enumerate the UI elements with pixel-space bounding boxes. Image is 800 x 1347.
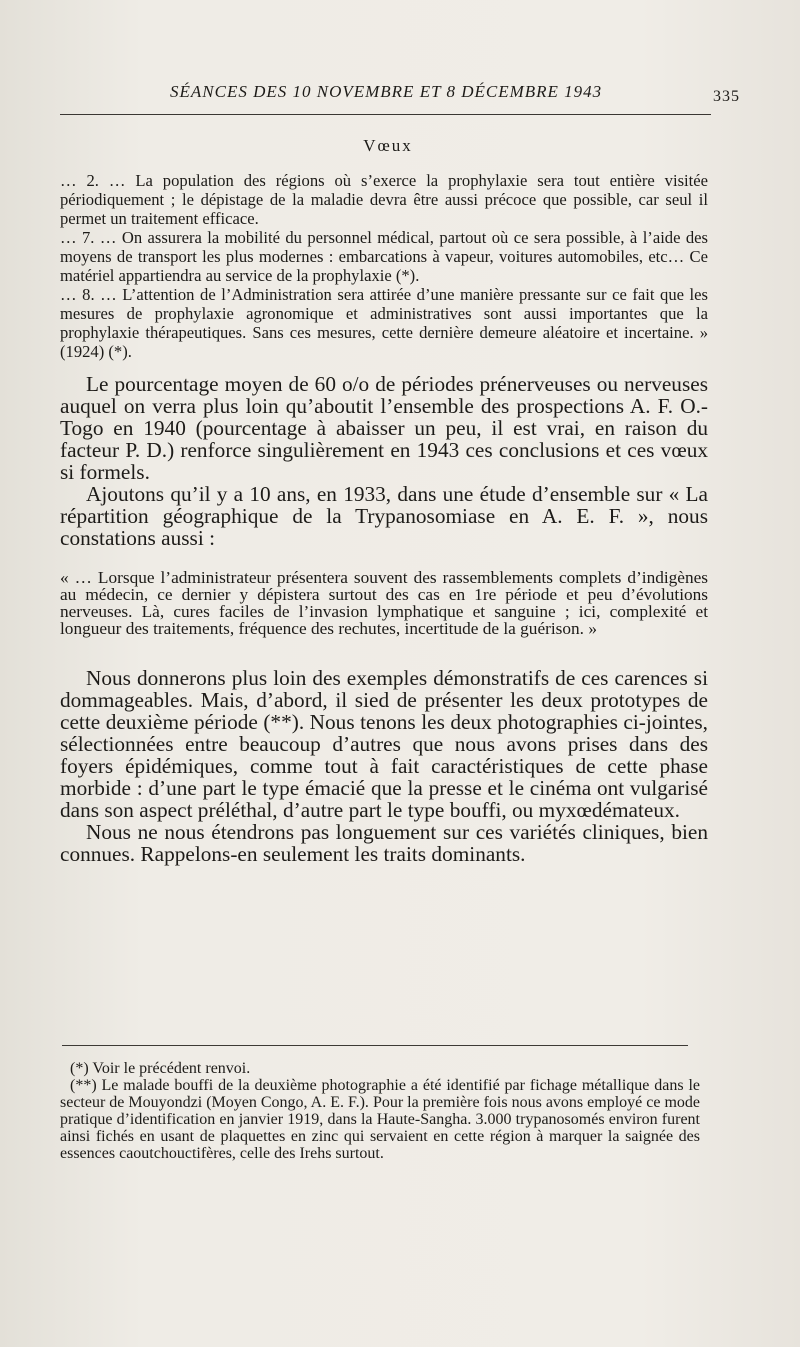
quote-item-8: … 8. … L’attention de l’Administration sera attirée d’une manière pressante sur ce fait que les mesures de prophylaxie agronomique et administratives sont aussi importantes que la prophylaxie thérapeutiques. Sans ces mesures, cette dernière demeure aléatoire et incertaine. » (1924) (*). — [60, 285, 708, 361]
block-quote-text: « … Lorsque l’administrateur présentera souvent des rassemblements complets d’indigènes au médecin, ce dernier y dépistera surtout des cas en 1re période et peu d’évolutions nerveuses. Là, cures faciles de l’invasion lymphatique et sanguine ; ici, complexité et longueur des traitements, fréquence des rechutes, incertitude de la guérison. » — [60, 568, 708, 638]
footnote-2: (**) Le malade bouffi de la deuxième photographie a été identifié par fichage métallique dans le secteur de Mouyondzi (Moyen Congo, A. E. F.). Pour la première fois nous avons employé ce mode pratique d’identification en janvier 1919, dans la Haute-Sangha. 3.000 trypanosomés environ furent ainsi fichés en usant de plaquettes en zinc qui servaient en cette région à marquer la saignée des essences caoutchouctifères, celle des Irehs surtout. — [60, 1077, 700, 1162]
running-head: SÉANCES DES 10 NOVEMBRE ET 8 DÉCEMBRE 1943 — [170, 82, 603, 101]
section-title: Vœux — [363, 136, 413, 155]
body-text — [60, 373, 708, 549]
quote-item-7: … 7. … On assurera la mobilité du personnel médical, partout où ce sera possible, à l’aide des moyens de transport les plus modernes : embarcations à vapeur, voitures automobiles, etc… Ce matériel appartiendra au service de la prophylaxie (*). — [60, 228, 708, 285]
footnote-1: (*) Voir le précédent renvoi. — [70, 1060, 251, 1077]
voeux-quotes — [60, 171, 708, 361]
paragraph-varietes: Nous ne nous étendrons pas longuement sur ces variétés cliniques, bien connues. Rappelons-en seulement les traits dominants. — [60, 820, 708, 866]
header-rule — [60, 114, 711, 115]
quote-item-2: … 2. … La population des régions où s’exerce la prophylaxie sera tout entière visitée périodiquement ; le dépistage de la maladie devra être aussi précoce que possible, car seul il permet un traitement efficace. — [60, 171, 708, 228]
paragraph-ajoutons: Ajoutons qu’il y a 10 ans, en 1933, dans une étude d’ensemble sur « La répartition géographique de la Trypanosomiase en A. E. F. », nous constations aussi : — [60, 482, 708, 550]
block-quote — [60, 569, 708, 637]
paragraph-percentage: Le pourcentage moyen de 60 o/o de périodes prénerveuses ou nerveuses auquel on verra plus loin qu’aboutit l’ensemble des prospections A. F. O.-Togo en 1940 (pourcentage à abaisser un peu, il est vrai, en raison du facteur P. D.) renforce singulièrement en 1943 ces conclusions et ces vœux si formels. — [60, 372, 708, 484]
main-content — [60, 136, 708, 865]
paragraph-exemples: Nous donnerons plus loin des exemples démonstratifs de ces carences si dommageables. Mais, d’abord, il sied de présenter les deux prototypes de cette deuxième période (**). Nous tenons les deux photographies ci-jointes, sélectionnées entre beaucoup d’autres que nous avons prises dans des foyers épidémiques, comme tout à fait caractéristiques de cette phase morbide : d’une part le type émacié que la presse et le cinéma ont vulgarisé dans son aspect préléthal, d’autre part le type bouffi, ou myxœdémateux. — [60, 666, 708, 822]
footnote-rule — [62, 1045, 688, 1046]
page-number: 335 — [713, 88, 740, 105]
page-header — [58, 82, 740, 110]
body-text-after — [60, 667, 708, 865]
footnotes — [60, 1060, 700, 1162]
spacer — [60, 637, 708, 655]
